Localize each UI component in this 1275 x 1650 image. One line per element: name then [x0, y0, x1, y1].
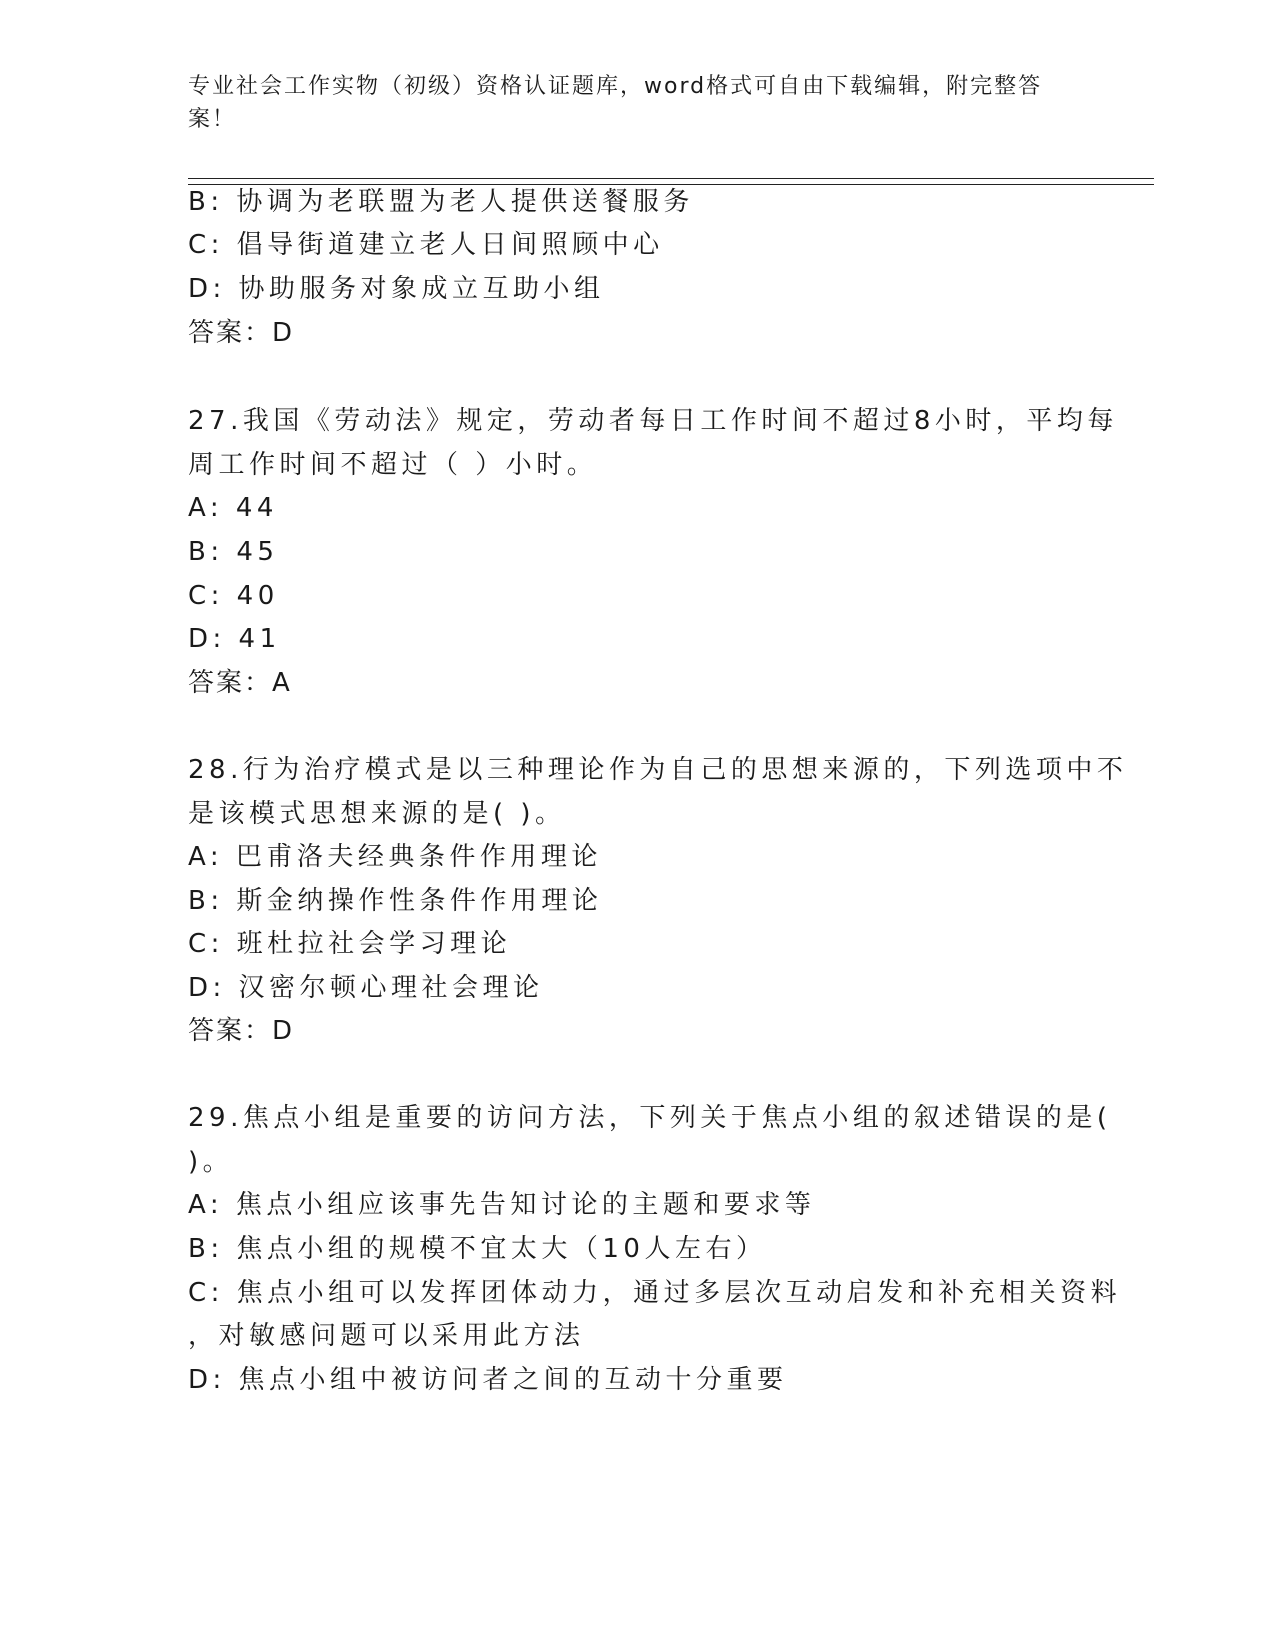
- option-a: A: 44: [188, 493, 278, 523]
- option-c-line-1: C: 焦点小组可以发挥团体动力，通过多层次互动启发和补充相关资料: [188, 1278, 1122, 1308]
- answer-label: 答案：D: [188, 1016, 295, 1046]
- option-b: B: 斯金纳操作性条件作用理论: [188, 886, 603, 916]
- answer-label: 答案：D: [188, 318, 295, 348]
- option-b: B: 协调为老联盟为老人提供送餐服务: [188, 187, 694, 217]
- header-rule-bottom: [188, 184, 1154, 185]
- header-rule-top: [188, 178, 1154, 179]
- answer-label: 答案：A: [188, 668, 292, 698]
- question-text-line-2: )。: [188, 1147, 234, 1177]
- option-d: D: 41: [188, 624, 281, 654]
- question-text-line-2: 是该模式思想来源的是( )。: [188, 799, 566, 829]
- question-text-line-2: 周工作时间不超过（ ）小时。: [188, 450, 598, 480]
- option-b: B: 45: [188, 537, 279, 567]
- document-header: 专业社会工作实物（初级）资格认证题库，word格式可自由下载编辑，附完整答案！: [188, 74, 1043, 132]
- option-b: B: 焦点小组的规模不宜太大（10人左右）: [188, 1234, 767, 1264]
- option-c-line-2: ，对敏感问题可以采用此方法: [188, 1321, 585, 1351]
- option-c: C: 40: [188, 581, 279, 611]
- option-d: D: 协助服务对象成立互助小组: [188, 274, 605, 304]
- option-c: C: 倡导街道建立老人日间照顾中心: [188, 230, 664, 260]
- option-a: A: 巴甫洛夫经典条件作用理论: [188, 842, 602, 872]
- option-d: D: 焦点小组中被访问者之间的互动十分重要: [188, 1365, 788, 1395]
- option-a: A: 焦点小组应该事先告知讨论的主题和要求等: [188, 1190, 816, 1220]
- question-text-line-1: 27.我国《劳动法》规定，劳动者每日工作时间不超过8小时，平均每: [188, 406, 1118, 436]
- question-text-line-1: 28.行为治疗模式是以三种理论作为自己的思想来源的，下列选项中不: [188, 755, 1128, 785]
- option-c: C: 班杜拉社会学习理论: [188, 929, 512, 959]
- option-d: D: 汉密尔顿心理社会理论: [188, 973, 544, 1003]
- question-text-line-1: 29.焦点小组是重要的访问方法，下列关于焦点小组的叙述错误的是(: [188, 1103, 1112, 1133]
